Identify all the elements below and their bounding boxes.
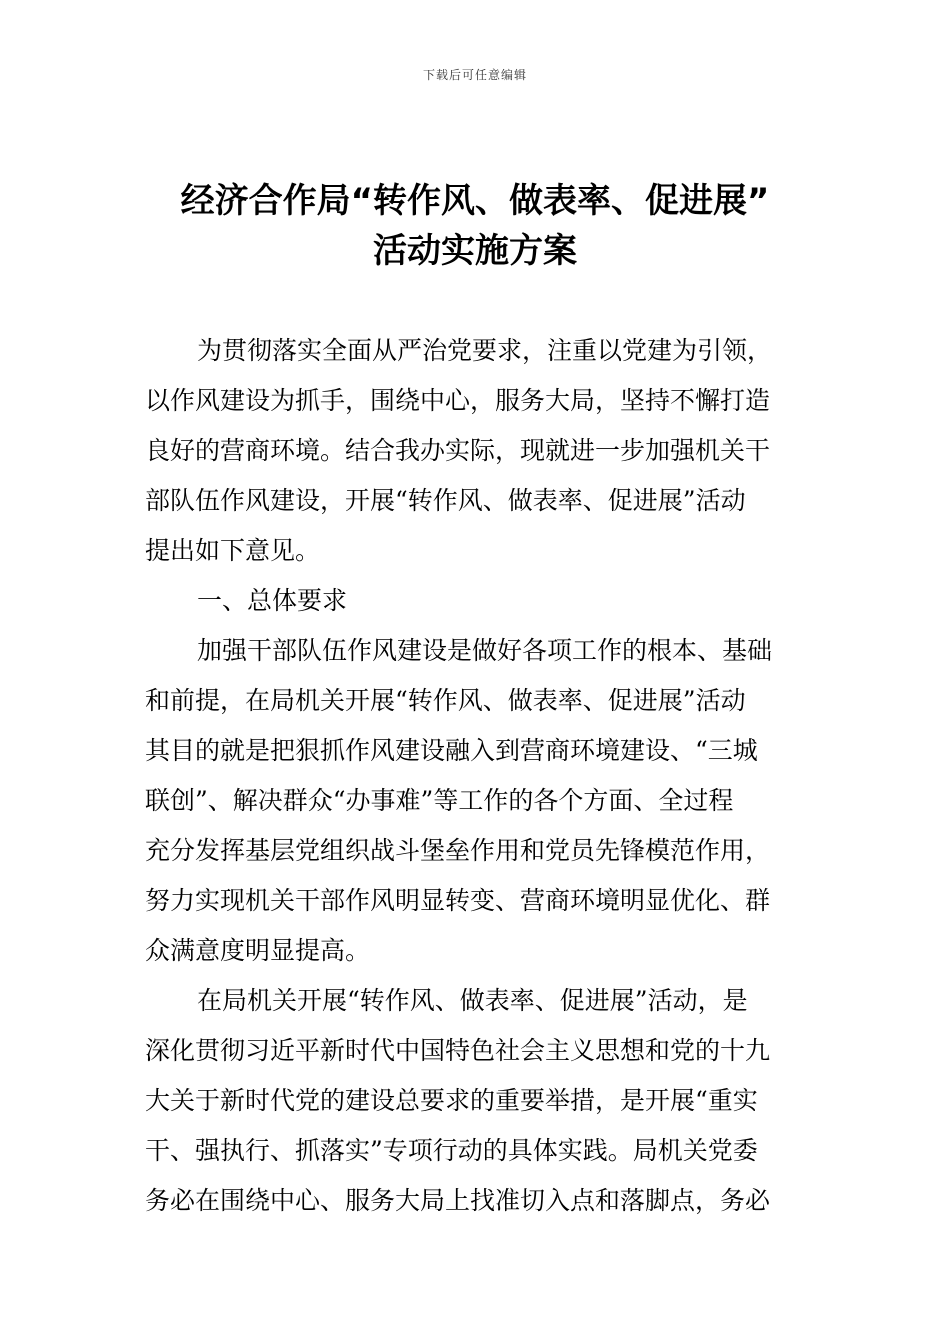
- text-line: 在局机关开展“转作风、做表率、促进展”活动，是: [197, 986, 748, 1015]
- text-line: 提出如下意见。: [145, 536, 321, 565]
- text-line: 大关于新时代党的建设总要求的重要举措，是开展“重实: [145, 1086, 758, 1115]
- paragraph-requirements: [145, 626, 805, 976]
- text-line: 其目的就是把狠抓作风建设融入到营商环境建设、“三城: [145, 736, 758, 765]
- title-line-2: 活动实施方案: [373, 231, 577, 271]
- text-line: 众满意度明显提高。: [145, 936, 371, 965]
- paragraph-significance: [145, 976, 805, 1226]
- header-note: 下载后可任意编辑: [422, 68, 527, 82]
- text-line: 充分发挥基层党组织战斗堡垒作用和党员先锋模范作用，: [145, 836, 771, 865]
- document-title: [100, 176, 850, 276]
- text-line: 为贯彻落实全面从严治党要求，注重以党建为引领，: [197, 336, 773, 365]
- text-line: 务必在围绕中心、服务大局上找准切入点和落脚点，务必: [145, 1186, 771, 1215]
- paragraph-intro: [145, 326, 805, 576]
- document-body: [145, 326, 805, 1226]
- section-heading: [145, 576, 805, 626]
- title-line-1: 经济合作局“转作风、做表率、促进展”: [180, 181, 770, 221]
- text-line: 良好的营商环境。结合我办实际，现就进一步加强机关干: [145, 436, 771, 465]
- text-line: 以作风建设为抓手，围绕中心，服务大局，坚持不懈打造: [145, 386, 771, 415]
- text-line: 和前提，在局机关开展“转作风、做表率、促进展”活动: [145, 686, 746, 715]
- text-line: 联创”、解决群众“办事难”等工作的各个方面、全过程: [145, 786, 734, 815]
- text-line: 加强干部队伍作风建设是做好各项工作的根本、基础: [197, 636, 773, 665]
- text-line: 一、总体要求: [197, 586, 348, 615]
- text-line: 努力实现机关干部作风明显转变、营商环境明显优化、群: [145, 886, 771, 915]
- text-line: 深化贯彻习近平新时代中国特色社会主义思想和党的十九: [145, 1036, 771, 1065]
- text-line: 部队伍作风建设，开展“转作风、做表率、促进展”活动: [145, 486, 746, 515]
- text-line: 干、强执行、抓落实”专项行动的具体实践。局机关党委: [145, 1136, 758, 1165]
